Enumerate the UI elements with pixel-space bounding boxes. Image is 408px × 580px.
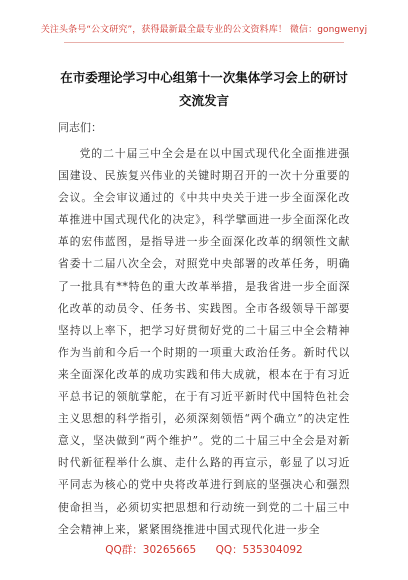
salutation: 同志们：: [58, 121, 102, 134]
qq-group-number: QQ群：30265665: [105, 544, 197, 556]
header-note: 关注头条号“公文研究”，获得最新最全最专业的公文资料库！ 微信：gongwenyj: [40, 25, 368, 35]
footer-contact: [0, 542, 408, 557]
qq-number: QQ：535304092: [215, 544, 303, 556]
header-divider: [64, 42, 344, 43]
body-paragraph: 党的二十届三中全会是在以中国式现代化全面推进强国建设、民族复兴伟业的关键时期召开的一次十分重要的会议。全会审议通过的《中共中央关于进一步全面深化改革推进中国式现代化的决定》，科学擘画进一步全面深化改革的宏伟蓝图，是指导进一步全面深化改革的纲领性文献省委十二届八次全会，对照党中央部署的改革任务，明确了一批具有**特色的重大改革举措，是我省进一步全面深化改革的动员令、任务书、实践图。全市各级领导干部要坚持以上率下，把学习好贯彻好党的二十届三中全会精神作为当前和今后一个时期的一项重大政治任务。新时代以来全面深化改革的成功实践和伟大成就，根本在于有习近平总书记的领航掌舵，在于有习近平新时代中国特色社会主义思想的科学指引，必须深刻领悟“两个确立”的决定性意义，坚决做到“两个维护”。党的二十届三中全会是对新时代新征程举什么旗、走什么路的再宣示，彰显了以习近平同志为核心的党中央将改革进行到底的坚强决心和强烈使命担当，必须切实把思想和行动统一到党的二十届三中全会精神上来，紧紧围绕推进中国式现代化进一步全: [58, 147, 350, 536]
page-title: 在市委理论学习中心组第十一次集体学习会上的研讨交流发言: [60, 70, 348, 108]
